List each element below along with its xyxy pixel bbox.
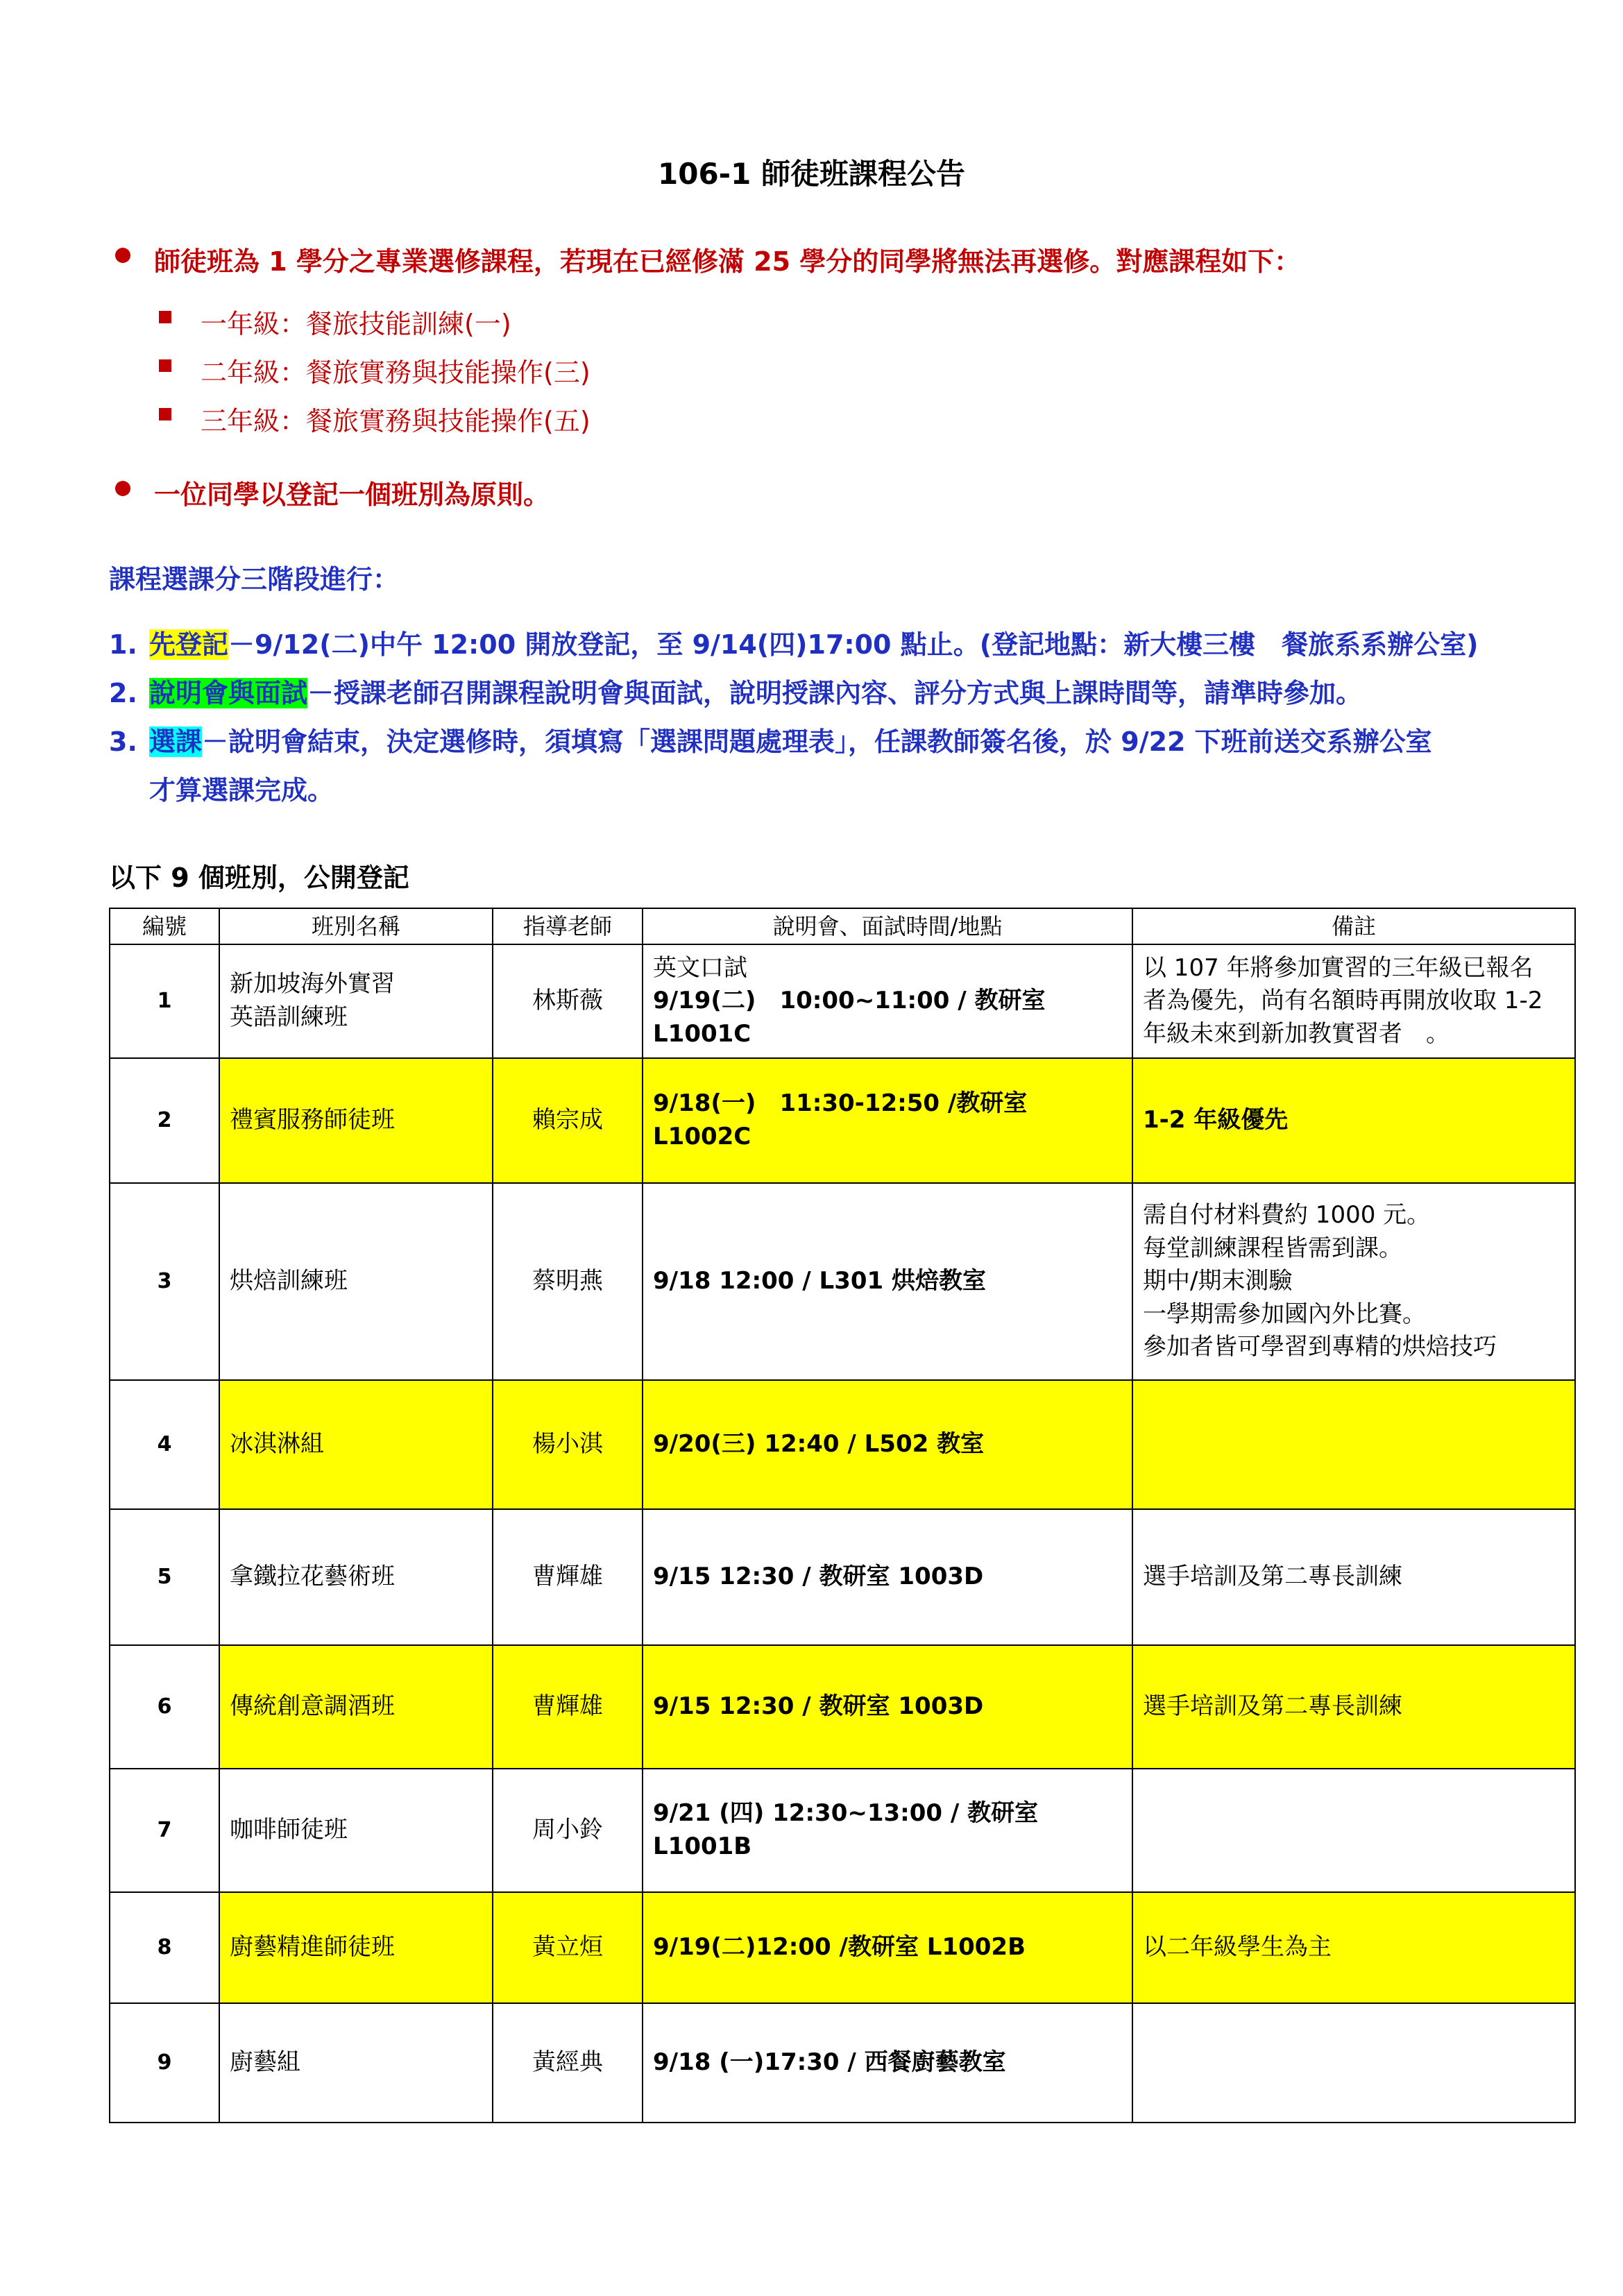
cell-notes <box>1132 1380 1575 1509</box>
stage-key: 說明會與面試 <box>149 678 308 708</box>
stages-heading: 課程選課分三階段進行： <box>109 564 400 595</box>
bullet-dot-icon <box>115 248 130 263</box>
cell-class-name: 拿鐵拉花藝術班 <box>219 1509 493 1645</box>
cell-notes <box>1132 1769 1575 1892</box>
stage-number: 1. <box>109 629 137 660</box>
course-table <box>109 908 1576 2123</box>
bullet-dot-icon <box>115 481 130 496</box>
cell-teacher: 蔡明燕 <box>493 1183 643 1380</box>
table-row <box>110 1509 1575 1645</box>
page-title: 106-1 師徒班課程公告 <box>658 157 965 191</box>
cell-number: 4 <box>110 1380 219 1509</box>
cell-class-name: 烘焙訓練班 <box>219 1183 493 1380</box>
note-line: 者為優先，尚有名額時再開放收取 1-2 <box>1143 987 1543 1015</box>
cell-teacher: 黃經典 <box>493 2003 643 2123</box>
cell-notes <box>1132 944 1575 1058</box>
cell-teacher: 賴宗成 <box>493 1058 643 1183</box>
cell-number: 1 <box>110 944 219 1058</box>
cell-time-place <box>643 944 1132 1058</box>
cell-time-place: 9/15 12:30 / 教研室 1003D <box>643 1509 1132 1645</box>
table-row <box>110 1380 1575 1509</box>
cell-teacher: 曹輝雄 <box>493 1509 643 1645</box>
stage-1 <box>109 623 1478 661</box>
note-line: 一學期需參加國內外比賽。 <box>1143 1300 1426 1328</box>
cell-teacher: 曹輝雄 <box>493 1645 643 1769</box>
course-item: 二年級：餐旅實務與技能操作(三) <box>201 357 590 388</box>
cell-notes <box>1132 2003 1575 2123</box>
square-bullet-icon <box>159 408 171 420</box>
cell-notes: 以二年級學生為主 <box>1132 1892 1575 2003</box>
cell-number: 3 <box>110 1183 219 1380</box>
header-notes: 備註 <box>1132 908 1575 944</box>
time-line: 9/19(二) 10:00~11:00 / 教研室 L1001C <box>653 987 1046 1048</box>
stage-text: －9/12(二)中午 12:00 開放登記，至 9/14(四)17:00 點止。(登記地點：新大樓三樓 餐旅系系辦公室) <box>228 629 1479 660</box>
stage-number: 2. <box>109 678 137 708</box>
stage-key: 先登記 <box>149 629 229 660</box>
cell-class-name: 廚藝組 <box>219 2003 493 2123</box>
table-row <box>110 944 1575 1058</box>
header-class-name: 班別名稱 <box>219 908 493 944</box>
cell-class-name <box>219 944 493 1058</box>
class-name-line: 英語訓練班 <box>230 1003 348 1031</box>
time-line: 英文口試 <box>653 953 747 982</box>
cell-class-name: 禮賓服務師徒班 <box>219 1058 493 1183</box>
cell-class-name: 傳統創意調酒班 <box>219 1645 493 1769</box>
note-line: 年級未來到新加教實習者 。 <box>1143 1019 1450 1048</box>
stage-3 <box>109 720 1432 758</box>
table-caption: 以下 9 個班別，公開登記 <box>109 862 409 893</box>
cell-teacher: 林斯薇 <box>493 944 643 1058</box>
cell-number: 8 <box>110 1892 219 2003</box>
note-line: 每堂訓練課程皆需到課。 <box>1143 1234 1402 1262</box>
cell-teacher: 周小鈴 <box>493 1769 643 1892</box>
stage-2 <box>109 672 1362 710</box>
header-teacher: 指導老師 <box>493 908 643 944</box>
note-line: 需自付材料費約 1000 元。 <box>1143 1201 1431 1230</box>
cell-number: 5 <box>110 1509 219 1645</box>
cell-time-place: 9/21 (四) 12:30~13:00 / 教研室 L1001B <box>643 1769 1132 1892</box>
cell-notes: 1-2 年級優先 <box>1132 1058 1575 1183</box>
square-bullet-icon <box>159 311 171 323</box>
cell-class-name: 廚藝精進師徒班 <box>219 1892 493 2003</box>
cell-number: 9 <box>110 2003 219 2123</box>
cell-number: 7 <box>110 1769 219 1892</box>
table-row <box>110 2003 1575 2123</box>
stage-key: 選課 <box>149 726 203 757</box>
stage-text: －授課老師召開課程說明會與面試，說明授課內容、評分方式與上課時間等，請準時參加。 <box>307 678 1363 708</box>
header-number: 編號 <box>110 908 219 944</box>
note-line: 期中/期末測驗 <box>1143 1267 1293 1295</box>
cell-class-name: 咖啡師徒班 <box>219 1769 493 1892</box>
header-time-place: 說明會、面試時間/地點 <box>643 908 1132 944</box>
course-item: 三年級：餐旅實務與技能操作(五) <box>201 406 590 436</box>
cell-number: 6 <box>110 1645 219 1769</box>
cell-notes: 選手培訓及第二專長訓練 <box>1132 1509 1575 1645</box>
cell-class-name: 冰淇淋組 <box>219 1380 493 1509</box>
cell-time-place: 9/19(二)12:00 /教研室 L1002B <box>643 1892 1132 2003</box>
square-bullet-icon <box>159 359 171 372</box>
class-name-line: 新加坡海外實習 <box>230 970 395 998</box>
cell-teacher: 楊小淇 <box>493 1380 643 1509</box>
course-item: 一年級：餐旅技能訓練(一) <box>201 309 511 339</box>
cell-number: 2 <box>110 1058 219 1183</box>
cell-notes <box>1132 1183 1575 1380</box>
cell-time-place: 9/18 12:00 / L301 烘焙教室 <box>643 1183 1132 1380</box>
table-header-row <box>110 908 1575 944</box>
table-row <box>110 1058 1575 1183</box>
cell-notes: 選手培訓及第二專長訓練 <box>1132 1645 1575 1769</box>
bullet-credit-notice: 師徒班為 1 學分之專業選修課程，若現在已經修滿 25 學分的同學將無法再選修。對應課程如下： <box>154 246 1301 277</box>
table-row <box>110 1183 1575 1380</box>
stage-number: 3. <box>109 726 137 757</box>
cell-teacher: 黃立烜 <box>493 1892 643 2003</box>
note-line: 以 107 年將參加實習的三年級已報名 <box>1143 953 1533 982</box>
cell-time-place: 9/15 12:30 / 教研室 1003D <box>643 1645 1132 1769</box>
table-row <box>110 1769 1575 1892</box>
bullet-one-class-rule: 一位同學以登記一個班別為原則。 <box>154 479 550 510</box>
stage-3-continued: 才算選課完成。 <box>149 775 334 806</box>
table-row <box>110 1892 1575 2003</box>
cell-time-place: 9/18(一) 11:30-12:50 /教研室 L1002C <box>643 1058 1132 1183</box>
table-row <box>110 1645 1575 1769</box>
stage-text: －說明會結束，決定選修時，須填寫「選課問題處理表」，任課教師簽名後，於 9/22 下班前送交系辦公室 <box>202 726 1432 757</box>
note-line: 參加者皆可學習到專精的烘焙技巧 <box>1143 1333 1497 1361</box>
cell-time-place: 9/18 (一)17:30 / 西餐廚藝教室 <box>643 2003 1132 2123</box>
cell-time-place: 9/20(三) 12:40 / L502 教室 <box>643 1380 1132 1509</box>
